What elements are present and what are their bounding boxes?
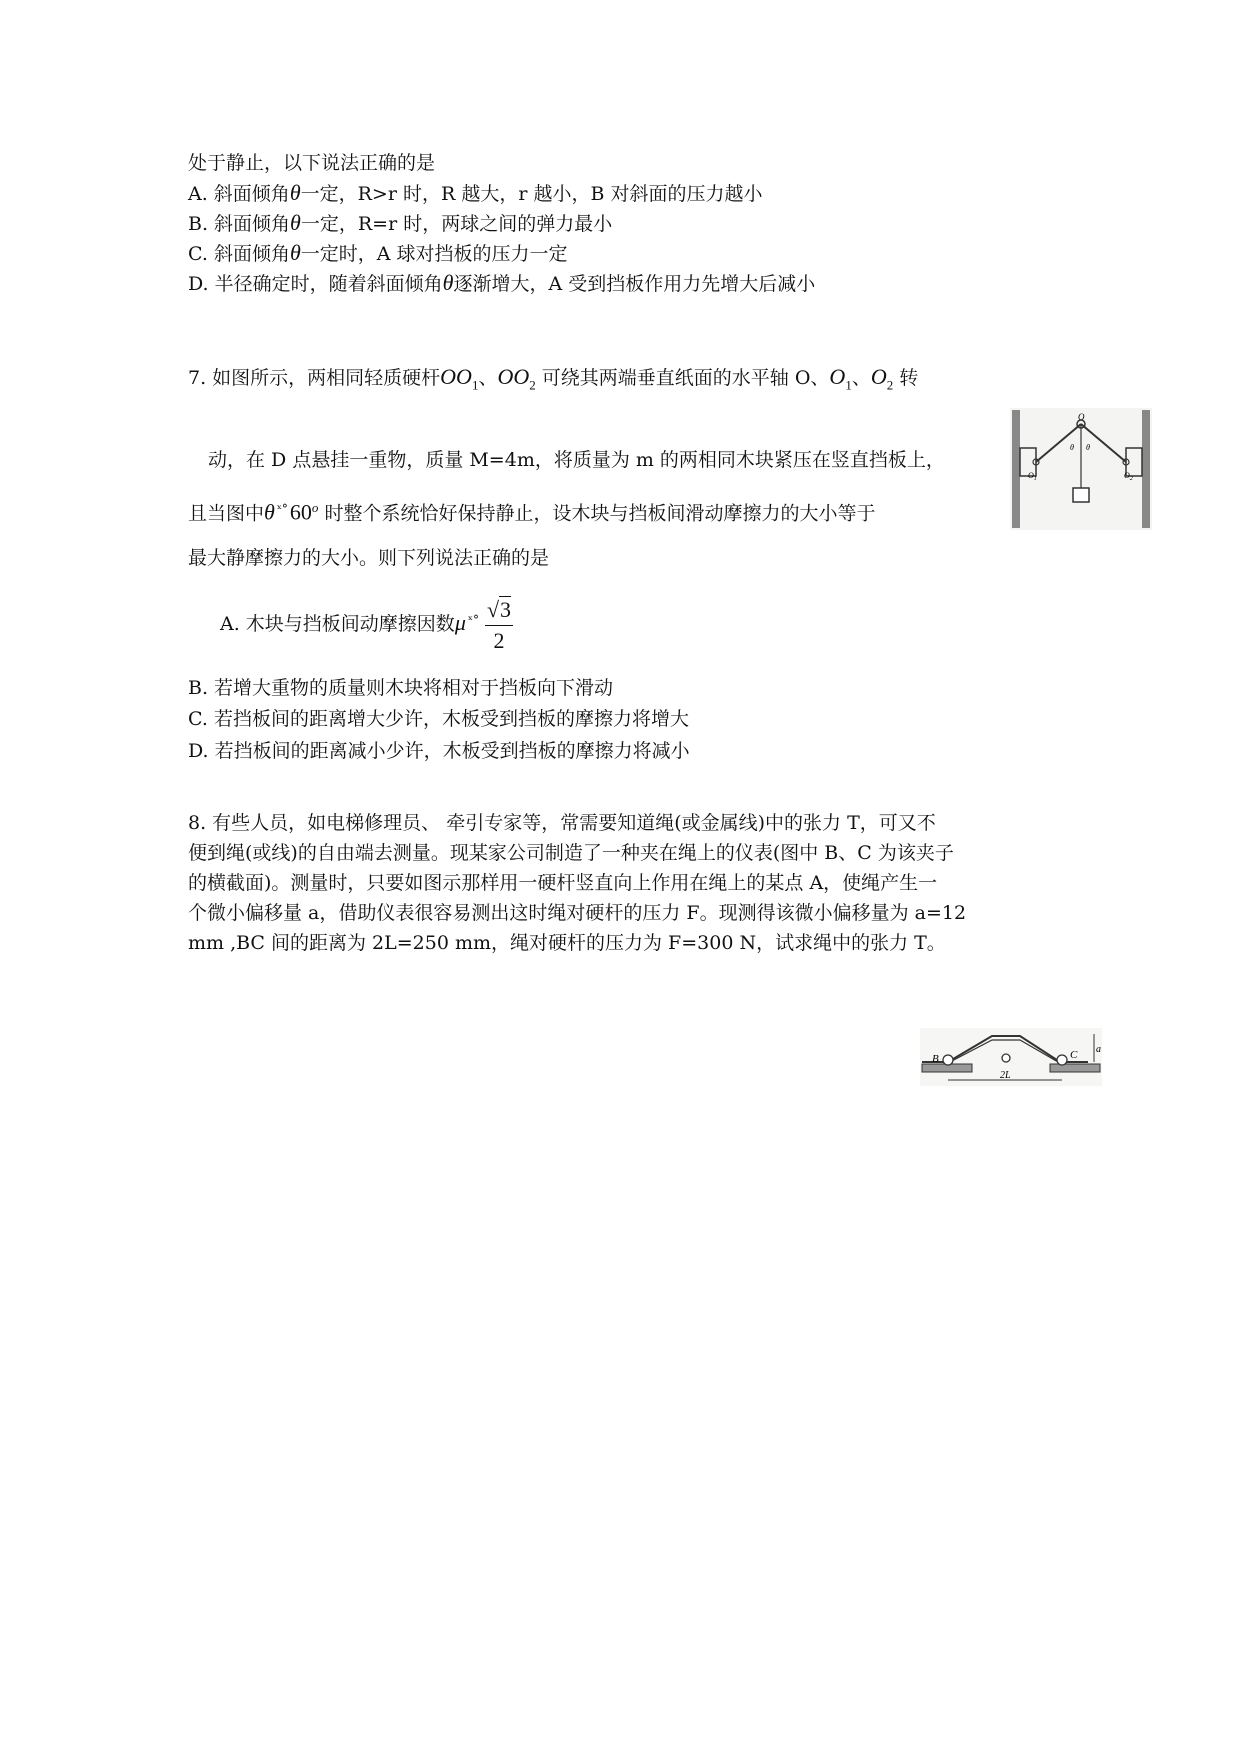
q7-option-b: B. 若增大重物的质量则木块将相对于挡板向下滑动 xyxy=(188,677,614,699)
q8-line-5: mm ,BC 间的距离为 2L=250 mm，绳对硬杆的压力为 F=300 N，试求绳中的张力 T。 xyxy=(188,932,946,954)
q7-fig-label-o: O xyxy=(1078,412,1085,422)
q7-option-d: D. 若挡板间的距离减小少许，木板受到挡板的摩擦力将减小 xyxy=(188,740,690,762)
q7-line-2: 动，在 D 点悬挂一重物，质量 M=4m，将质量为 m 的两相同木块紧压在竖直挡板上， xyxy=(208,449,945,471)
q7-figure xyxy=(1010,408,1152,530)
q7-fig-theta-left: θ xyxy=(1070,443,1074,452)
q7-option-a: A. 木块与挡板间动摩擦因数μ $^{ˣ^\circ}$ $\frac{√3}{2}$ xyxy=(220,596,512,653)
q7-line-1: 7. 如图所示，两相同轻质硬杆$OO_1$、$OO_2$ 可绕其两端垂直纸面的水平轴 O、$O_1$、$O_2$ 转 xyxy=(188,364,919,393)
q8-line-2: 便到绳(或线)的自由端去测量。现某家公司制造了一种夹在绳上的仪表(图中 B、C 为该夹子 xyxy=(188,842,954,864)
q7-fig-label-o2: $O_2$ xyxy=(1124,471,1133,482)
q8-fig-label-2l: 2L xyxy=(1000,1070,1011,1081)
q8-fig-label-c: C xyxy=(1070,1049,1078,1061)
q8-fig-label-b: B xyxy=(932,1053,939,1065)
q6-stem-tail: 处于静止，以下说法正确的是 xyxy=(188,152,436,174)
q7-line-3: 且当图中θ $^{ˣ^\circ}$60$^o$ 时整个系统恰好保持静止，设木块与挡板间滑动摩擦力的大小等于 xyxy=(188,499,876,525)
q6-option-a: A. 斜面倾角θ一定，R>r 时，R 越大，r 越小，B 对斜面的压力越小 xyxy=(188,180,763,205)
q7-option-c: C. 若挡板间的距离增大少许，木板受到挡板的摩擦力将增大 xyxy=(188,708,689,730)
q6-option-c: C. 斜面倾角θ一定时，A 球对挡板的压力一定 xyxy=(188,240,568,265)
q8-line-1: 8. 有些人员，如电梯修理员、 牵引专家等，常需要知道绳(或金属线)中的张力 T，可又不 xyxy=(188,812,936,834)
q8-line-3: 的横截面)。测量时，只要如图示那样用一硬杆竖直向上作用在绳上的某点 A，使绳产生一 xyxy=(188,872,938,894)
q6-option-b: B. 斜面倾角θ一定，R=r 时，两球之间的弹力最小 xyxy=(188,210,613,235)
q7-fig-label-o1: $O_1$ xyxy=(1028,471,1037,482)
q7-line-4: 最大静摩擦力的大小。则下列说法正确的是 xyxy=(188,547,550,569)
q8-line-4: 个微小偏移量 a，借助仪表很容易测出这时绳对硬杆的压力 F。现测得该微小偏移量为 a=12 xyxy=(188,902,967,924)
q6-option-d: D. 半径确定时，随着斜面倾角θ逐渐增大，A 受到挡板作用力先增大后减小 xyxy=(188,270,816,295)
q7-fig-theta-right: θ xyxy=(1086,443,1090,452)
q8-fig-label-a: a xyxy=(1096,1044,1101,1055)
q8-figure xyxy=(920,1028,1102,1086)
